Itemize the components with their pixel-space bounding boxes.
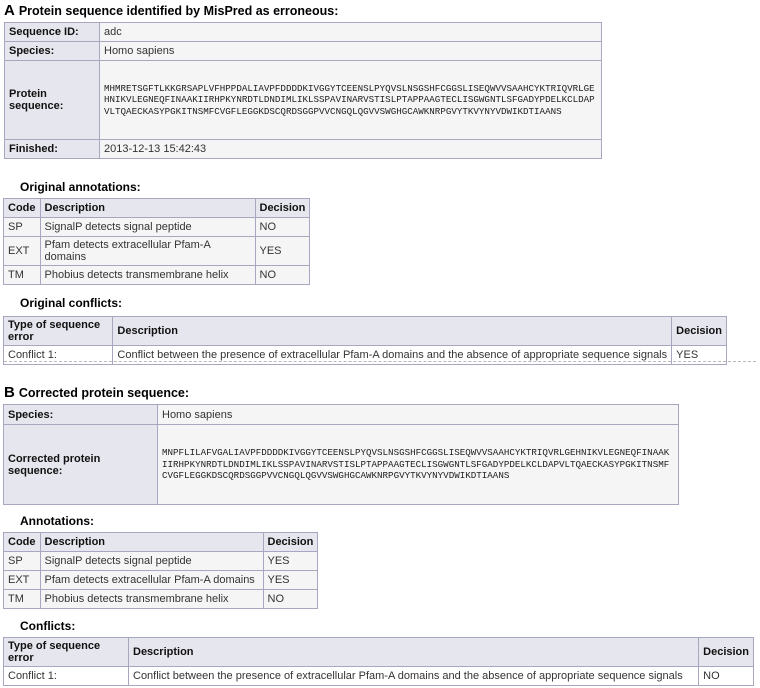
annotation-decision: NO	[255, 218, 310, 237]
conflict-decision: YES	[672, 346, 727, 365]
header-decision: Decision	[255, 199, 310, 218]
protein-sequence-label: Protein sequence:	[5, 61, 100, 140]
finished-label: Finished:	[5, 140, 100, 159]
annotation-decision: YES	[255, 237, 310, 266]
table-row	[4, 237, 310, 266]
species-label: Species:	[5, 42, 100, 61]
table-row	[4, 590, 318, 609]
table-header-row	[4, 533, 318, 552]
sequence-id-value: adc	[100, 23, 602, 42]
annotation-decision: YES	[263, 571, 318, 590]
header-code: Code	[4, 533, 41, 552]
header-type: Type of sequence error	[4, 317, 113, 346]
section-b-heading	[4, 384, 189, 401]
section-divider	[4, 361, 756, 362]
annotation-description: Pfam detects extracellular Pfam-A domains	[40, 571, 263, 590]
annotation-code: TM	[4, 266, 41, 285]
corrected-sequence-label: Corrected protein sequence:	[4, 425, 158, 505]
header-decision: Decision	[699, 638, 754, 667]
table-header-row	[4, 638, 754, 667]
species-label: Species:	[4, 405, 158, 425]
conflict-description: Conflict between the presence of extracellular Pfam-A domains and the absence of appropriate sequence signals	[113, 346, 672, 365]
table-row	[4, 667, 754, 686]
corrected-sequence-value: MNPFLILAFVGALIAVPFDDDDKIVGGYTCEENSLPYQVSLNSGSHFCGGSLISEQWVVSAAHCYKTRIQVRLGEHNIKVLEGNEQFINAAKIIRHPKYNRDTLDNDIMLIKLSSPAVINARVSTISLPTAPPAAGTECLISGWGNTLSFGADYPDELKCLDAPVLTQAECKASYPGKITNSMFCVGFLEGGKDSCQRDSGGPVVCNGQLQGVVSWGHGCAWKNRPGVYTKVYNYVDWIKDTIAANS	[162, 447, 670, 482]
annotation-description: SignalP detects signal peptide	[40, 552, 263, 571]
header-description: Description	[40, 199, 255, 218]
table-row	[5, 23, 602, 42]
table-row	[5, 61, 602, 140]
header-code: Code	[4, 199, 41, 218]
annotation-code: EXT	[4, 237, 41, 266]
annotation-code: TM	[4, 590, 41, 609]
conflict-decision: NO	[699, 667, 754, 686]
protein-sequence-value: MHMRETSGFTLKKGRSAPLVFHPPDALIAVPFDDDDKIVGGYTCEENSLPYQVSLNSGSHFCGGSLISEQWVVSAAHCYKTRIQVRLGEHNIKVLEGNEQFINAAKIIRHPKYNRDTLDNDIMLIKLSSPAVINARVSTISLPTAPPAAGTECLISGWGNTLSFGADYPDELKCLDAPVLTQAECKASYPGKITNSMFCVGFLEGGKDSCQRDSGGPVVCNGQLQGVVSWGHGCAWKNRPGVYTKVYNYVDWIKDTIAANS	[104, 82, 595, 117]
annotation-code: SP	[4, 552, 41, 571]
section-b-letter: B	[4, 384, 15, 401]
annotation-description: Phobius detects transmembrane helix	[40, 266, 255, 285]
species-value: Homo sapiens	[100, 42, 602, 61]
annotations-title: Annotations:	[20, 514, 94, 528]
annotation-decision: YES	[263, 552, 318, 571]
table-row	[4, 571, 318, 590]
original-annotations-table	[3, 198, 310, 285]
section-a-heading	[4, 2, 338, 19]
species-value: Homo sapiens	[158, 405, 679, 425]
annotation-code: EXT	[4, 571, 41, 590]
section-a-title: Protein sequence identified by MisPred as erroneous:	[18, 4, 339, 18]
section-a-letter: A	[4, 2, 15, 19]
header-description: Description	[40, 533, 263, 552]
original-conflicts-title: Original conflicts:	[20, 296, 123, 310]
table-row	[4, 266, 310, 285]
section-b-title: Corrected protein sequence:	[18, 386, 190, 400]
header-description: Description	[113, 317, 672, 346]
annotation-description: SignalP detects signal peptide	[40, 218, 255, 237]
sequence-info-table	[4, 22, 602, 159]
table-row	[4, 425, 679, 505]
table-header-row	[4, 317, 727, 346]
annotation-description: Phobius detects transmembrane helix	[40, 590, 263, 609]
annotation-decision: NO	[263, 590, 318, 609]
annotation-description: Pfam detects extracellular Pfam-A domains	[40, 237, 255, 266]
conflict-type: Conflict 1:	[4, 346, 113, 365]
sequence-id-label: Sequence ID:	[5, 23, 100, 42]
original-conflicts-table	[3, 316, 727, 365]
corrected-sequence-table	[3, 404, 679, 505]
header-decision: Decision	[672, 317, 727, 346]
annotation-code: SP	[4, 218, 41, 237]
finished-value: 2013-12-13 15:42:43	[100, 140, 602, 159]
annotation-decision: NO	[255, 266, 310, 285]
annotations-table	[3, 532, 318, 609]
table-row	[5, 42, 602, 61]
conflicts-table	[3, 637, 754, 686]
table-row	[4, 405, 679, 425]
original-annotations-title: Original annotations:	[20, 180, 141, 194]
table-row	[5, 140, 602, 159]
conflict-type: Conflict 1:	[4, 667, 129, 686]
conflicts-title: Conflicts:	[20, 619, 76, 633]
header-decision: Decision	[263, 533, 318, 552]
header-type: Type of sequence error	[4, 638, 129, 667]
table-header-row	[4, 199, 310, 218]
conflict-description: Conflict between the presence of extracellular Pfam-A domains and the absence of appropriate sequence signals	[129, 667, 699, 686]
header-description: Description	[129, 638, 699, 667]
table-row	[4, 552, 318, 571]
table-row	[4, 218, 310, 237]
